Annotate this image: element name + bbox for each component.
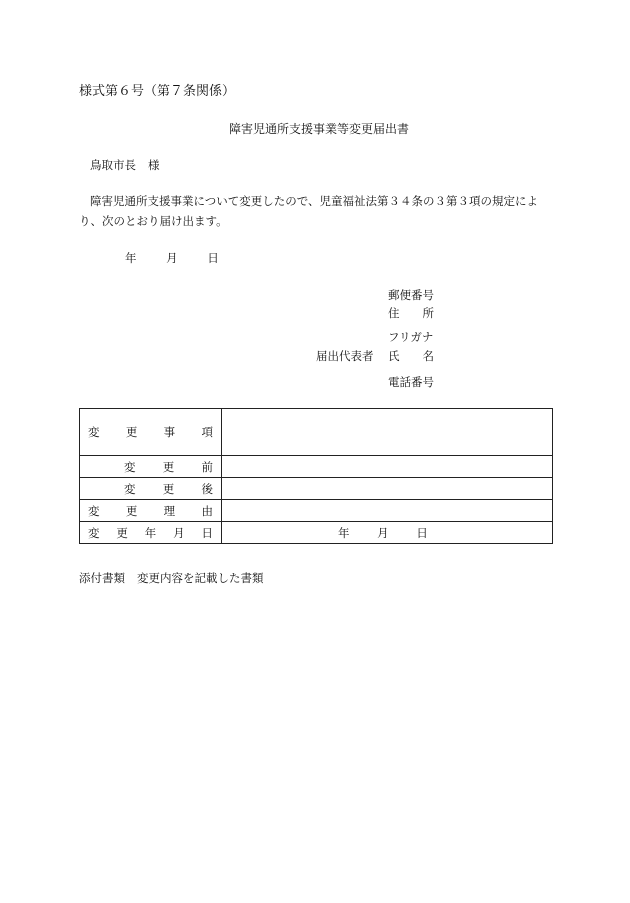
body-text-line-1: 障害児通所支援事業について変更したので、児童福祉法第３４条の３第３項の規定によ <box>90 194 539 208</box>
header-char: 更 <box>162 459 175 474</box>
change-item-value[interactable] <box>222 409 553 456</box>
change-item-header <box>80 409 222 456</box>
header-char: 変 <box>88 425 100 439</box>
table-row-change-item <box>80 409 553 456</box>
header-char: 日 <box>201 525 213 540</box>
header-char: 月 <box>173 525 185 540</box>
date-year: 年 <box>125 251 137 265</box>
after-header <box>80 478 222 500</box>
address-char-1: 住 <box>388 306 400 320</box>
header-char: 項 <box>201 425 213 439</box>
attachments-value: 変更内容を記載した書類 <box>137 571 264 585</box>
honorific: 様 <box>148 158 160 172</box>
header-char: 由 <box>201 503 213 518</box>
date-month: 月 <box>166 251 178 265</box>
reason-header <box>80 500 222 522</box>
header-char: 更 <box>125 503 138 518</box>
header-char: 事 <box>163 425 176 439</box>
header-char: 理 <box>163 503 176 518</box>
document-title: 障害児通所支援事業等変更届出書 <box>229 122 410 136</box>
addressee <box>90 157 160 173</box>
change-date-year: 年 <box>338 525 350 540</box>
furigana-label: フリガナ <box>388 330 434 344</box>
header-char: 後 <box>201 481 213 496</box>
before-value[interactable] <box>222 456 553 478</box>
address-char-2: 所 <box>422 306 434 320</box>
change-date-value[interactable] <box>222 522 553 544</box>
representative-label: 届出代表者 <box>316 349 374 363</box>
table-row-after <box>80 478 553 500</box>
phone-label: 電話番号 <box>388 375 434 389</box>
header-char: 変 <box>88 503 100 518</box>
change-date-day: 日 <box>416 525 428 540</box>
addressee-name: 鳥取市長 <box>90 158 136 172</box>
submission-date <box>125 250 219 266</box>
date-day: 日 <box>207 251 219 265</box>
header-char: 更 <box>116 525 128 540</box>
header-char: 変 <box>124 481 136 496</box>
postal-code-label: 郵便番号 <box>388 288 434 302</box>
name-char-2: 名 <box>422 349 434 363</box>
body-text-line-2: り、次のとおり届け出ます。 <box>79 214 228 228</box>
header-char: 前 <box>201 459 213 474</box>
change-date-month: 月 <box>377 525 389 540</box>
table-row-reason <box>80 500 553 522</box>
after-value[interactable] <box>222 478 553 500</box>
table-row-before <box>80 456 553 478</box>
name-label <box>388 348 434 364</box>
header-char: 変 <box>88 525 100 540</box>
table-row-change-date <box>80 522 553 544</box>
reason-value[interactable] <box>222 500 553 522</box>
header-char: 変 <box>124 459 136 474</box>
header-char: 更 <box>125 425 138 439</box>
name-char-1: 氏 <box>388 349 400 363</box>
address-label <box>388 305 434 321</box>
change-date-header <box>80 522 222 544</box>
change-details-table <box>79 408 553 544</box>
before-header <box>80 456 222 478</box>
header-char: 年 <box>144 525 157 540</box>
attachments <box>79 570 264 586</box>
form-number: 様式第６号（第７条関係） <box>79 84 236 99</box>
header-char: 更 <box>162 481 175 496</box>
attachments-label: 添付書類 <box>79 571 125 585</box>
